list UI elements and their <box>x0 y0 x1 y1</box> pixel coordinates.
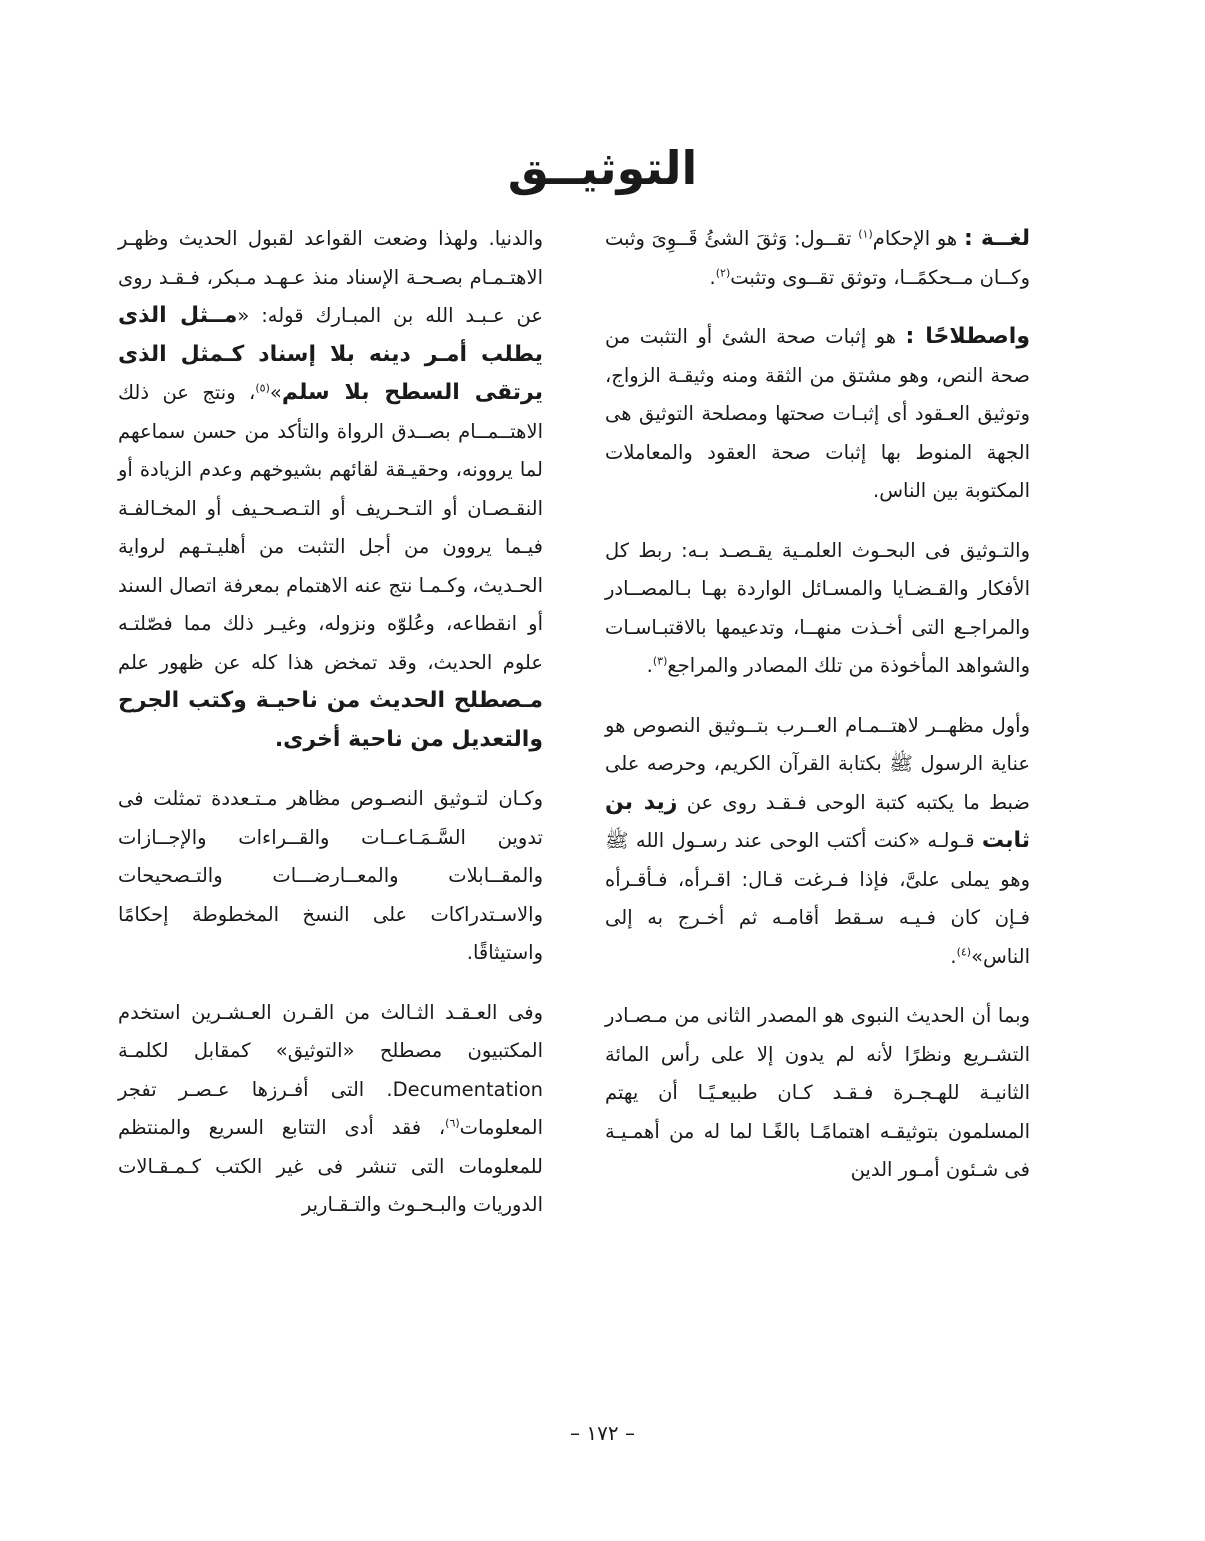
name-zaid-bin-thabit: زيد بن ثابت <box>605 789 1030 853</box>
paragraph-manifestations <box>118 780 543 973</box>
text: والتـوثيق فى البحـوث العلمـية يقـصـد بـه: ربط كل الأفكار والقـضـايا والمسـائل الواردة بهـا بـالمصــادر والمراجـع التى أخـذت منهــا، وتدعيمها بالاقتبـاسـات والشواهد المأخوذة من تلك المصادر والمراجع <box>605 538 1030 677</box>
text: وفى العـقـد الثـالث من القـرن العـشـرين استخدم المكتبيون مصطلح «التوثيق» كمقابل لكلمـة Decumentation. التى أفـرزها عـصـر تفجر المعلومات <box>118 1000 543 1139</box>
paragraph-lugha <box>605 220 1030 297</box>
text: » <box>269 381 282 404</box>
paragraph-isnad <box>118 220 543 759</box>
text: . <box>646 654 653 677</box>
text: هو الإحكام <box>872 227 964 250</box>
footnote-ref-5: (٥) <box>255 381 270 395</box>
left-column <box>118 220 543 1246</box>
text: . <box>950 944 957 968</box>
text: هو إثبات صحة الشئ أو التثبت من صحة النص، وهو مشتق من الثقة ومنه وثيقـة الزواج، وتوثيق العـقود أى إثبـات صحتها ومصلحة التوثيق هى الجهة المنوط بها إثبات صحة العقود والمعاملات المكتوبة بين الناس. <box>605 325 1030 502</box>
term-istilahan: واصطلاحًا : <box>905 324 1030 349</box>
text: . <box>709 265 716 289</box>
term-mustalah: مـصطلح الحديث من ناحيـة وكتب الجرح والتعديل من ناحية أخرى. <box>118 688 543 752</box>
quote-ibn-mubarak: مــثل الذى يطلب أمـر دينه بلا إسناد كـمثل الذى يرتقى السطح بلا سلم <box>118 303 543 405</box>
text: وأول مظهــر لاهتــمـام العــرب بتــوثيق النصوص هو عناية الرسول ﷺ بكتابة القرآن الكريم، وحرصه على ضبط ما يكتبه كتبة الوحى فـقـد روى عن <box>605 713 1030 814</box>
text: ، ونتج عن ذلك الاهتــمــام بصــدق الرواة والتأكد من حسن سماعهم لما يروونه، وحقيـقة لقائهم بشيوخهم وعدم الزيادة أو النقـصـان أو التـحـريف أو التـصـحـيف أو المخـالفـة فيـما يروون من أجل التثبت من أهليـتـهم لرواية الحـديث، وكـمـا نتج عنه الاهتمام بمعرفة اتصال السند أو انقطاعه، وعُلوّه ونزوله، وغيـر ذلك مما فصّلتـه علوم الحديث، وقد تمخض هذا كله عن ظهور علم <box>118 381 543 674</box>
text: وبما أن الحديث النبوى هو المصدر الثانى من مـصـادر التشـريع ونظرًا لأنه لم يدون إلا على رأس المائة الثانيـة للهـجـرة فـقـد كـان طبيعـيًـا أن يهتم المسلمون بتوثيقـه اهتمامًـا بالغًـا لما له من أهمـيـة فى شـئون أمـور الدين <box>605 1004 1030 1181</box>
footnote-ref-3: (٣) <box>652 654 668 668</box>
text: قـولـه «كنت أكتب الوحى عند رسـول الله ﷺ وهو يملى علىَّ، فإذا فـرغت قـال: اقـرأه، فـأقـرأه فـإن كان فـيـه سـقط أقامـه ثم أخـرج به إلى الناس» <box>605 829 1030 968</box>
footnote-ref-2: (٢) <box>715 266 731 279</box>
page-title: التوثيــق <box>507 141 698 195</box>
footnote-ref-1: (١) <box>858 227 873 241</box>
text: والدنيا. ولهذا وضعت القواعد لقبول الحديث وظهـر الاهتـمـام بصـحـة الإسناد منذ عـهـد مـبكر، فـقـد روى عن عـبـد الله بن المبـارك قوله: « <box>118 227 544 327</box>
paragraph-twentieth-century <box>118 994 543 1225</box>
page-number: – ١٧٢ – <box>570 1421 635 1445</box>
text: وكـان لتـوثيق النصـوص مظاهر مـتـعددة تمثلت فى تدوين السَّـمَـاعــات والقــراءات والإجــازات والمقــابلات والمعــارضـــات والتـصحيحات والاسـتدراكات على النسخ المخطوطة إحكامًا واستيثاقًا. <box>118 787 543 964</box>
paragraph-istilahan <box>605 318 1030 511</box>
paragraph-research-documentation <box>605 532 1030 686</box>
paragraph-first-appearance <box>605 707 1030 977</box>
footnote-ref-4: (٤) <box>956 945 972 958</box>
right-column <box>605 220 1030 1211</box>
paragraph-hadith-source <box>605 997 1030 1190</box>
footnote-ref-6: (٦) <box>445 1116 460 1130</box>
term-lugha: لغــة : <box>963 226 1030 251</box>
text: ، فقد أدى التتابع السريع والمنتظم للمعلومات التى تنشر فى غير الكتب كـمـقـالات الدوريات والبـحـوث والتـقـارير <box>118 1116 543 1216</box>
text: تقــول: وَثقَ الشئُ قَــوِىَ وثبت وكــان مــحكمًــا، وتوثق تقــوى وتثبت <box>605 227 1030 289</box>
